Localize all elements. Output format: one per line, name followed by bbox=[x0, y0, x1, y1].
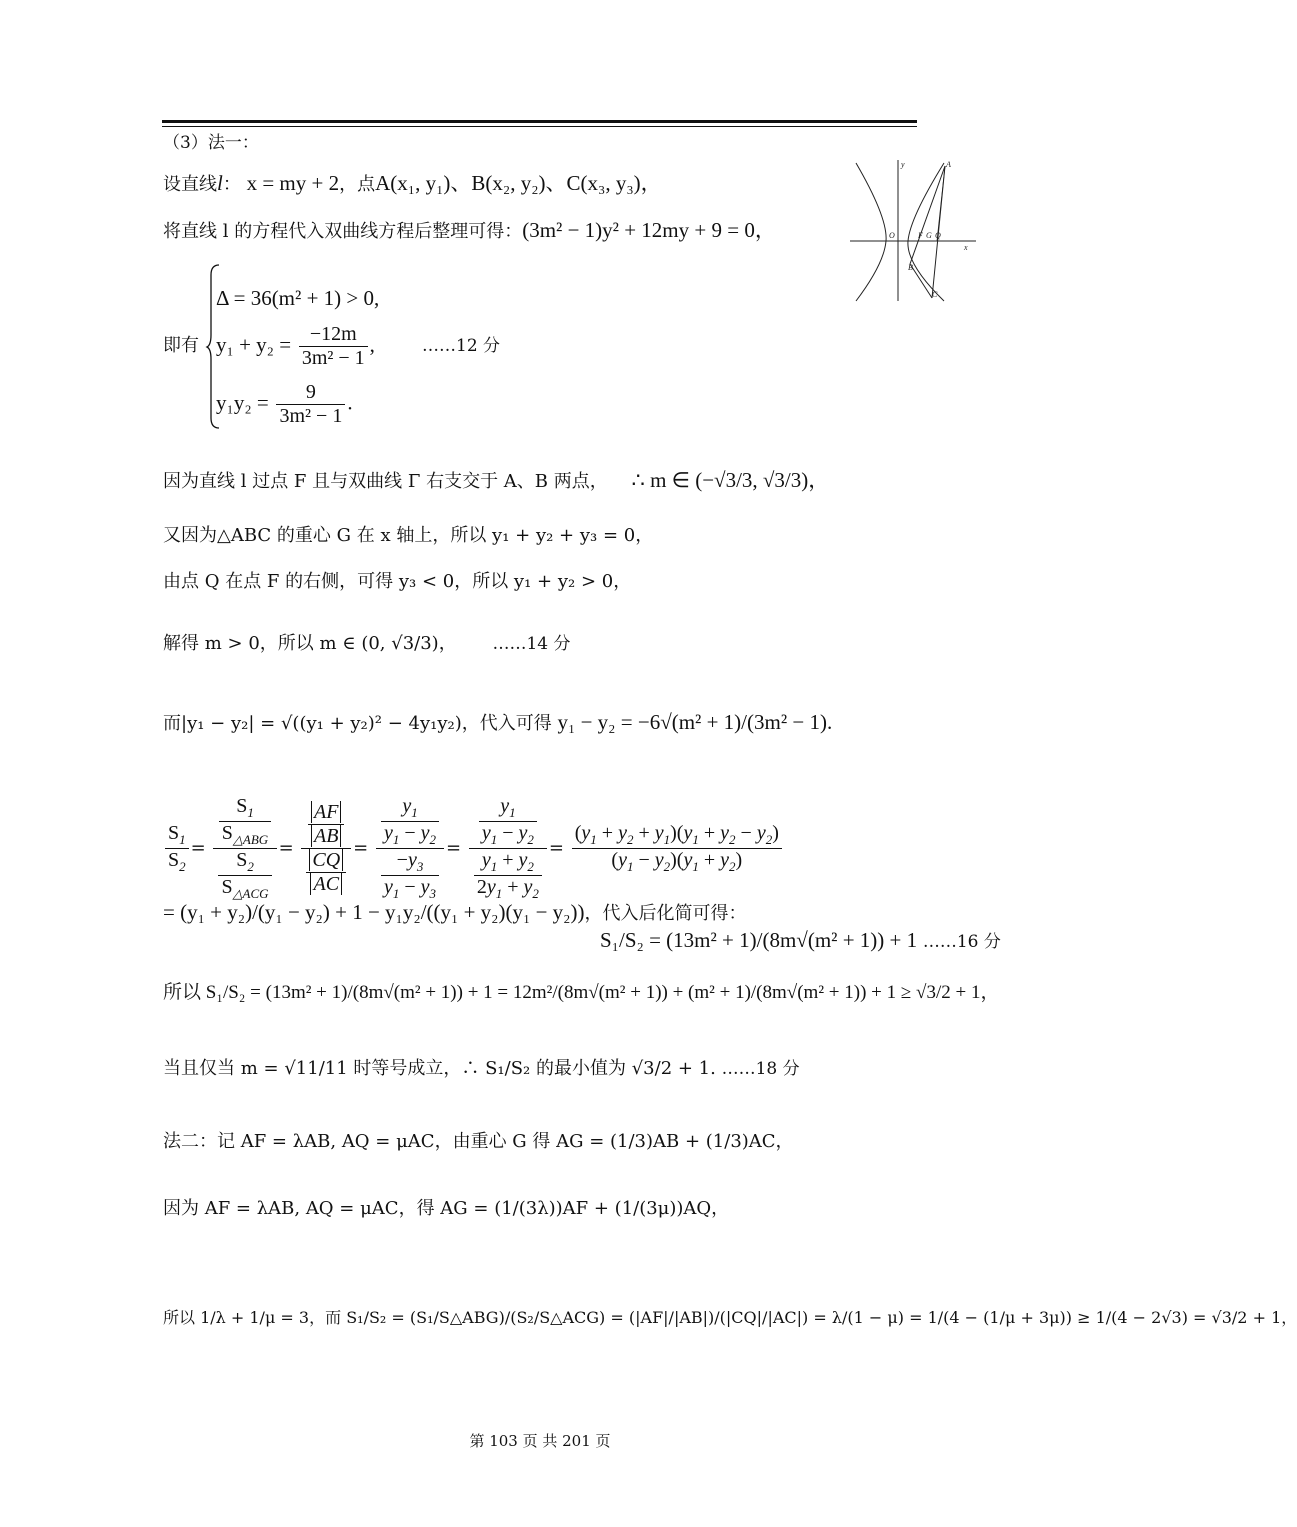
line10-text: 当且仅当 m = √11/11 时等号成立，∴ S₁/S₂ 的最小值为 √3/2 + 1. bbox=[163, 1058, 716, 1079]
method2-line3: 所以 1/λ + 1/μ = 3，而 S₁/S₂ = (S₁/S△ABG)/(S₂/S△ACG) = (|AF|/|AB|)/(|CQ|/|AC|) = λ/(1 − μ) = 1/(4 − (1/μ + 3μ)) ≥ 1/(4 − 2√3) = √3/2 + 1， bbox=[163, 1308, 1297, 1327]
line-simplified-result bbox=[600, 930, 1001, 951]
ratio-lhs: $\frac{S_1}{S_2}$ bbox=[165, 822, 189, 875]
system-lead: 即有 bbox=[163, 335, 199, 356]
line-q-right: 由点 Q 在点 F 的右侧，可得 y₃ < 0，所以 y₁ + y₂ > 0， bbox=[163, 571, 632, 592]
header-rule-thin bbox=[162, 126, 917, 127]
figure-label-c: C bbox=[932, 290, 938, 299]
line1-eq: x = my + 2 bbox=[246, 171, 340, 195]
figure-label-b: B bbox=[908, 263, 913, 272]
system-sum-frac: $\frac{-12m}{\text{3m² − 1}}$ bbox=[299, 323, 368, 370]
score-14: ……14 分 bbox=[492, 634, 571, 654]
ratio-step5: $\frac{(y_1 + y_2 + y_1)(y_1 + y_2 - y_2)}{(y_1 - y_2)(y_1 + y_2)}$ bbox=[572, 822, 782, 875]
ratio-chain: $\frac{S_1}{S_2}$ = $S_1$ $S_{\triangle ABG}$ $S_2$ $S_{\triangle ACG}$ = $\frac{AF}{AB}$ $\frac{CQ}{AC}$ = $\frac{\frac{y_1}{y_1 - y_2}}{\frac{-y_3}{y_1 - y_3}}$ = $\frac{\frac{y_1}{y_1 - y_2}}{\frac{y_1 + y_2}{2y_1 + y_2}}$ = $\frac{(y_1 + y_2 + y_1)(y_1 + y_2 - y_2)}{(y_1 - y_2)(y_1 + y_2)}$ bbox=[163, 795, 784, 902]
line6-text: 解得 m > 0，所以 m ∈ (0, √3/3)， bbox=[163, 633, 457, 654]
line8-text: ，代入后化简可得： bbox=[584, 903, 747, 924]
line3-result: ∴ m ∈ (−√3/3, √3/3)， bbox=[631, 468, 830, 492]
line1-points: A(x₁, y₁)、B(x₂, y₂)、C(x₃, y₃)， bbox=[375, 171, 662, 195]
line-m-positive bbox=[163, 635, 571, 653]
score-16: ……16 分 bbox=[922, 932, 1001, 952]
system-prod-frac: $\frac{9}{\text{3m² − 1}}$ bbox=[276, 381, 345, 428]
score-12: ……12 分 bbox=[422, 336, 501, 356]
line1-mid: ，点 bbox=[339, 174, 376, 195]
hyperbola-figure bbox=[848, 158, 978, 303]
system-delta: Δ = 36(m² + 1) > 0, bbox=[216, 286, 380, 310]
ratio-step2: $\frac{AF}{AB}$ $\frac{CQ}{AC}$ bbox=[301, 801, 351, 896]
line7-text: 而|y₁ − y₂| = √((y₁ + y₂)² − 4y₁y₂)，代入可得 bbox=[163, 713, 552, 734]
figure-label-q: Q bbox=[935, 231, 941, 240]
line-minimum bbox=[163, 1060, 800, 1078]
line-range bbox=[163, 470, 829, 491]
ratio-step1: $S_1$ $S_{\triangle ABG}$ $S_2$ $S_{\triangle ACG}$ bbox=[213, 795, 276, 902]
line-substitution bbox=[163, 220, 776, 241]
header-rule-thick bbox=[162, 120, 917, 123]
figure-label-y: y bbox=[901, 160, 905, 169]
line8-result: S₁/S₂ = (13m² + 1)/(8m√(m² + 1)) + 1 bbox=[600, 928, 918, 952]
line-centroid: 又因为△ABC 的重心 G 在 x 轴上，所以 y₁ + y₂ + y₃ = 0， bbox=[163, 525, 654, 546]
line1-prefix: 设直线 bbox=[163, 174, 217, 195]
line2-eq: (3m² − 1)y² + 12my + 9 = 0， bbox=[522, 218, 776, 242]
page-footer: 第 103 页 共 201 页 bbox=[469, 1432, 611, 1450]
figure-label-o: O bbox=[889, 231, 895, 240]
system-prod-lhs: y₁y₂ = bbox=[216, 390, 269, 415]
line-simplified bbox=[163, 902, 746, 923]
method2-line1: 法二：记 AF = λAB, AQ = μAC，由重心 G 得 AG = (1/3)AB + (1/3)AC， bbox=[163, 1131, 794, 1152]
line7-result: y₁ − y₂ = −6√(m² + 1)/(3m² − 1). bbox=[557, 710, 833, 734]
figure-line-bc bbox=[910, 264, 932, 298]
figure-label-g: G bbox=[926, 231, 932, 240]
ratio-step4: $\frac{\frac{y_1}{y_1 - y_2}}{\frac{y_1 + y_2}{2y_1 + y_2}}$ bbox=[469, 795, 547, 902]
line3-text: 因为直线 l 过点 F 且与双曲线 Γ 右支交于 A、B 两点， bbox=[163, 471, 608, 492]
system-sum-lhs: y₁ + y₂ = bbox=[216, 332, 292, 357]
system-prod: y₁y₂ = $\frac{9}{\text{3m² − 1}}$ . bbox=[216, 381, 353, 427]
system-sum: y₁ + y₂ = $\frac{-12m}{\text{3m² − 1}}$ , bbox=[216, 323, 375, 369]
section-heading: （3）法一： bbox=[163, 133, 259, 153]
figure-label-f: F bbox=[918, 231, 923, 240]
line-difference bbox=[163, 712, 832, 733]
line-setup: 设直线l： x = my + 2，点A(x₁, y₁)、B(x₂, y₂)、C(x₃, y₃)， bbox=[163, 171, 662, 195]
line8-expr: = (y₁ + y₂)/(y₁ − y₂) + 1 − y₁y₂/((y₁ + y₂)(y₁ − y₂)) bbox=[163, 900, 585, 924]
figure-label-a: A bbox=[946, 160, 951, 169]
hyperbola-left-branch bbox=[856, 163, 886, 301]
score-18: ……18 分 bbox=[721, 1059, 800, 1079]
method2-line2: 因为 AF = λAB, AQ = μAC，得 AG = (1/(3λ))AF + (1/(3μ))AQ， bbox=[163, 1198, 730, 1219]
ratio-step3: $\frac{\frac{y_1}{y_1 - y_2}}{\frac{-y_3}{y_1 - y_3}}$ bbox=[376, 795, 444, 902]
line-am-gm: 所以 S₁/S₂ = (13m² + 1)/(8m√(m² + 1)) + 1 = 12m²/(8m√(m² + 1)) + (m² + 1)/(8m√(m² + 1)) + 1 ≥ √3/2 + 1， bbox=[163, 982, 1000, 1003]
line2-text: 将直线 l 的方程代入双曲线方程后整理可得： bbox=[163, 221, 523, 242]
figure-label-x: x bbox=[964, 243, 968, 252]
